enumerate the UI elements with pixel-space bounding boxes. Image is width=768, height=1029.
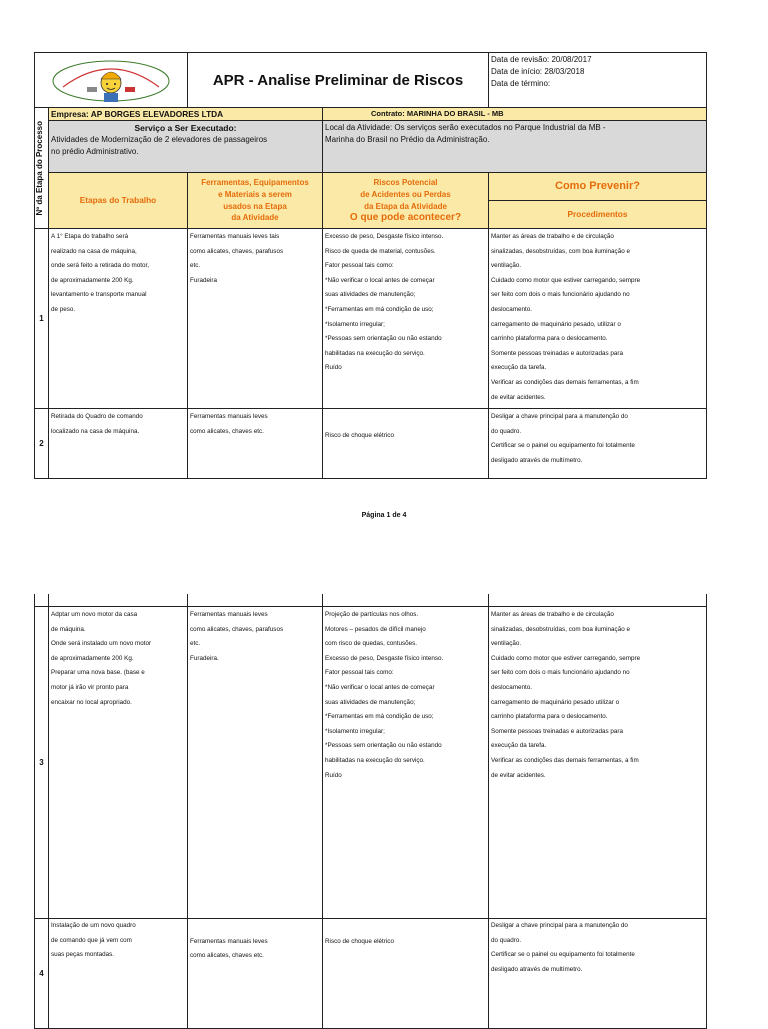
revision-date: Data de revisão: 20/08/2017 [491,55,592,64]
etapa-line: A 1° Etapa do trabalho será [51,233,129,240]
procedimentos-line: Desligar a chave principal para a manutenção do [491,413,628,420]
riscos-line-2: de Acidentes ou Perdas [360,189,451,199]
page-2 [34,606,706,1029]
procedimentos-line: ventilação. [491,640,522,648]
procedimentos-cell [489,229,707,409]
etapa-line: de comando que já vem com [51,936,132,944]
ferramentas-cell [188,229,323,409]
riscos-line: *Isolamento irregular; [325,320,385,328]
page-2-top-edge-etapa [187,594,188,606]
procedimentos-cell [489,607,707,919]
etapa-cell [49,409,188,479]
ferramentas-line: Ferramentas manuais leves tais [190,233,280,240]
etapa-line: suas peças montadas. [51,951,115,959]
riscos-cell [323,229,489,409]
step-number: 2 [35,409,49,479]
procedimentos-line: Certificar se o painel ou equipamento foi totalmente [491,951,635,959]
procedimentos-line: do quadro. [491,936,522,944]
procedimentos-line: ventilação. [491,262,522,270]
riscos-line: *Pessoas sem orientação ou não estando [325,742,442,750]
step-number-label: Nº da Etapa do Processo [35,120,44,216]
table-row [35,229,707,409]
riscos-line: habilitadas na execução do serviço. [325,756,425,764]
etapa-line: de máquina. [51,625,86,633]
safety-logo-icon [49,57,173,105]
ferramentas-cell [188,607,323,919]
procedimentos-cell [489,919,707,1029]
page-footer: Página 1 de 4 [361,512,407,519]
procedimentos-line: Manter as áreas de trabalho e de circulação [491,611,614,618]
riscos-line: Risco de choque elétrico [325,432,394,439]
riscos-question: O que pode acontecer? [349,212,462,224]
page-1 [34,52,706,479]
procedimentos-line: carregamento de maquinário pesado utilizar o [491,698,620,706]
riscos-line: Excesso de peso, Desgaste físico intenso. [325,654,444,662]
service-line-2: no prédio Administrativo. [51,147,139,156]
ferramentas-line: Ferramentas manuais leves [190,413,268,420]
procedimentos-line: execução da tarefa. [491,364,547,372]
col-procedimentos-header: Procedimentos [489,201,707,229]
local-cell [323,121,707,173]
procedimentos-line: Cuidado como motor que estiver carregando, sempre [491,654,641,662]
procedimentos-line: sinalizadas, desobstruídas, com boa iluminação e [491,247,630,255]
ferramentas-line-2: e Materiais a serem [218,189,292,199]
procedimentos-line: do quadro. [491,427,522,435]
etapa-line: onde será feito a retirada do motor, [51,262,150,270]
riscos-cell [323,607,489,919]
local-line-1: Local da Atividade: Os serviços serão executados no Parque Industrial da MB - [325,123,606,132]
service-cell [49,121,323,173]
riscos-line: Projeção de partículas nos olhos. [325,611,419,618]
procedimentos-line: Verificar as condições das demais ferramentas, a fim [491,756,639,764]
ferramentas-line: como alicates, chaves etc. [190,952,264,960]
procedimentos-line: execução da tarefa. [491,742,547,750]
riscos-line: Risco de queda de material, contusões. [325,247,436,255]
etapa-line: localizado na casa de máquina. [51,427,140,435]
apr-header-table [34,52,707,479]
local-line-2: Marinha do Brasil no Prédio da Administração. [325,135,490,144]
riscos-line: Risco de choque elétrico [325,937,394,945]
ferramentas-line: como alicates, chaves etc. [190,427,264,435]
ferramentas-line: como alicates, chaves, parafusos [190,625,284,633]
etapa-cell [49,607,188,919]
table-row [35,919,707,1029]
ferramentas-cell [188,409,323,479]
ferramentas-line: Ferramentas manuais leves [190,611,268,618]
procedimentos-line: de evitar acidentes. [491,771,546,779]
riscos-line: Ruído [325,364,342,372]
procedimentos-line: carregamento de maquinário pesado, utilizar o [491,320,621,328]
procedimentos-line: Somente pessoas treinadas e autorizadas para [491,349,623,357]
contract [323,108,707,121]
etapa-line: de aproximadamente 200 Kg. [51,276,134,284]
riscos-line: Excesso de peso, Desgaste físico intenso. [325,233,444,240]
document-title: APR - Analise Preliminar de Riscos [188,53,489,108]
etapa-line: levantamento e transporte manual [51,291,147,299]
riscos-line: *Isolamento irregular; [325,727,385,735]
procedimentos-line: Cuidado como motor que estiver carregando, sempre [491,276,641,284]
page-2-top-edge-right [706,594,707,606]
col-etapas-header: Etapas do Trabalho [49,173,188,229]
ferramentas-cell [188,919,323,1029]
step-number-header [35,108,49,229]
col-ferramentas-header [188,173,323,229]
table-row [35,409,707,479]
apr-continuation-table [34,606,707,1029]
riscos-line: *Ferramentas em má condição de uso; [325,305,434,313]
procedimentos-line: desligado através de multímetro. [491,456,583,464]
service-label: Serviço a Ser Executado: [134,123,237,133]
procedimentos-line: carrinho plataforma para o deslocamento. [491,713,608,721]
company-name: Empresa: AP BORGES ELEVADORES LTDA [49,108,323,121]
step-number: 3 [35,607,49,919]
ferramentas-line: como alicates, chaves, parafusos [190,247,284,255]
procedimentos-line: deslocamento. [491,305,532,313]
riscos-line: *Ferramentas em má condição de uso; [325,713,434,721]
step-number: 1 [35,229,49,409]
step-number: 4 [35,919,49,1029]
procedimentos-line: Manter as áreas de trabalho e de circulação [491,233,614,240]
procedimentos-line: ser feito com dois o mais funcionário ajudando no [491,669,630,677]
riscos-line: Fator pessoal tais como: [325,262,394,270]
procedimentos-cell [489,409,707,479]
table-row [35,607,707,919]
procedimentos-line: carrinho plataforma para o deslocamento. [491,335,608,343]
riscos-line [325,920,486,935]
dates-cell [489,53,707,108]
riscos-line: *Não verificar o local antes de começar [325,683,435,691]
riscos-line: Ruído [325,771,342,779]
procedimentos-line: Verificar as condições das demais ferramentas, a fim [491,378,639,386]
riscos-line-3: da Etapa da Atividade [364,201,447,211]
riscos-line: habilitadas na execução do serviço. [325,349,425,357]
riscos-line: *Pessoas sem orientação ou não estando [325,335,442,343]
procedimentos-line: deslocamento. [491,683,532,691]
etapa-line: Adptar um novo motor da casa [51,611,138,618]
logo-cell [35,53,188,108]
ferramentas-line: etc. [190,262,201,270]
ferramentas-line: Furadeira [190,276,217,284]
riscos-cell [323,409,489,479]
procedimentos-line: ser feito com dois o mais funcionário ajudando no [491,291,630,299]
etapa-line: encaixar no local apropriado. [51,698,132,706]
riscos-line: com risco de quedas, contusões. [325,640,418,648]
etapa-line: de aproximadamente 200 Kg. [51,654,134,662]
riscos-line: suas atividades de manutenção; [325,291,416,299]
etapa-cell [49,919,188,1029]
page-2-top-edge-left [34,594,35,606]
riscos-line: *Não verificar o local antes de começar [325,276,435,284]
end-date: Data de término: [491,79,551,88]
riscos-line: suas atividades de manutenção; [325,698,416,706]
contract-text: Contrato: MARINHA DO BRASIL - MB [371,109,504,118]
col-riscos-header [323,173,489,229]
etapa-line: Retirada do Quadro de comando [51,413,143,420]
etapa-line: Onde será instalado um novo motor [51,640,152,648]
ferramentas-line [190,920,320,935]
ferramentas-line: Furadeira. [190,654,219,662]
procedimentos-line: sinalizadas, desobstruídas, com boa iluminação e [491,625,630,633]
etapa-line: de peso. [51,305,76,313]
page-2-top-edge-riscos [488,594,489,606]
service-line-1: Atividades de Modernização de 2 elevadores de passageiros [51,135,268,144]
etapa-line: realizado na casa de máquina, [51,247,137,255]
start-date: Data de início: 28/03/2018 [491,67,585,76]
etapa-line: motor já irão vir pronto para [51,683,129,691]
ferramentas-line-1: Ferramentas, Equipamentos [201,177,309,187]
riscos-line: Motores – pesados de difícil manejo [325,625,426,633]
procedimentos-line: de evitar acidentes. [491,393,546,401]
riscos-cell [323,919,489,1029]
riscos-line-1: Riscos Potencial [373,177,438,187]
ferramentas-line-3: usados na Etapa [223,201,287,211]
ferramentas-line: Ferramentas manuais leves [190,937,268,945]
riscos-line: Fator pessoal tais como: [325,669,394,677]
ferramentas-line-4: da Atividade [231,213,279,223]
col-prevenir-header: Como Prevenir? [489,173,707,201]
page-2-top-edge-step [48,594,49,606]
etapa-line: Instalação de um novo quadro [51,922,136,929]
procedimentos-line: desligado através de multímetro. [491,965,583,973]
etapa-cell [49,229,188,409]
procedimentos-line: Somente pessoas treinadas e autorizadas para [491,727,623,735]
procedimentos-line: Desligar a chave principal para a manutenção do [491,922,628,929]
ferramentas-line: etc. [190,640,201,648]
procedimentos-line: Certificar se o painel ou equipamento foi totalmente [491,442,635,450]
page-2-top-edge-ferr [322,594,323,606]
etapa-line: Preparar uma nova base. (base e [51,669,145,677]
